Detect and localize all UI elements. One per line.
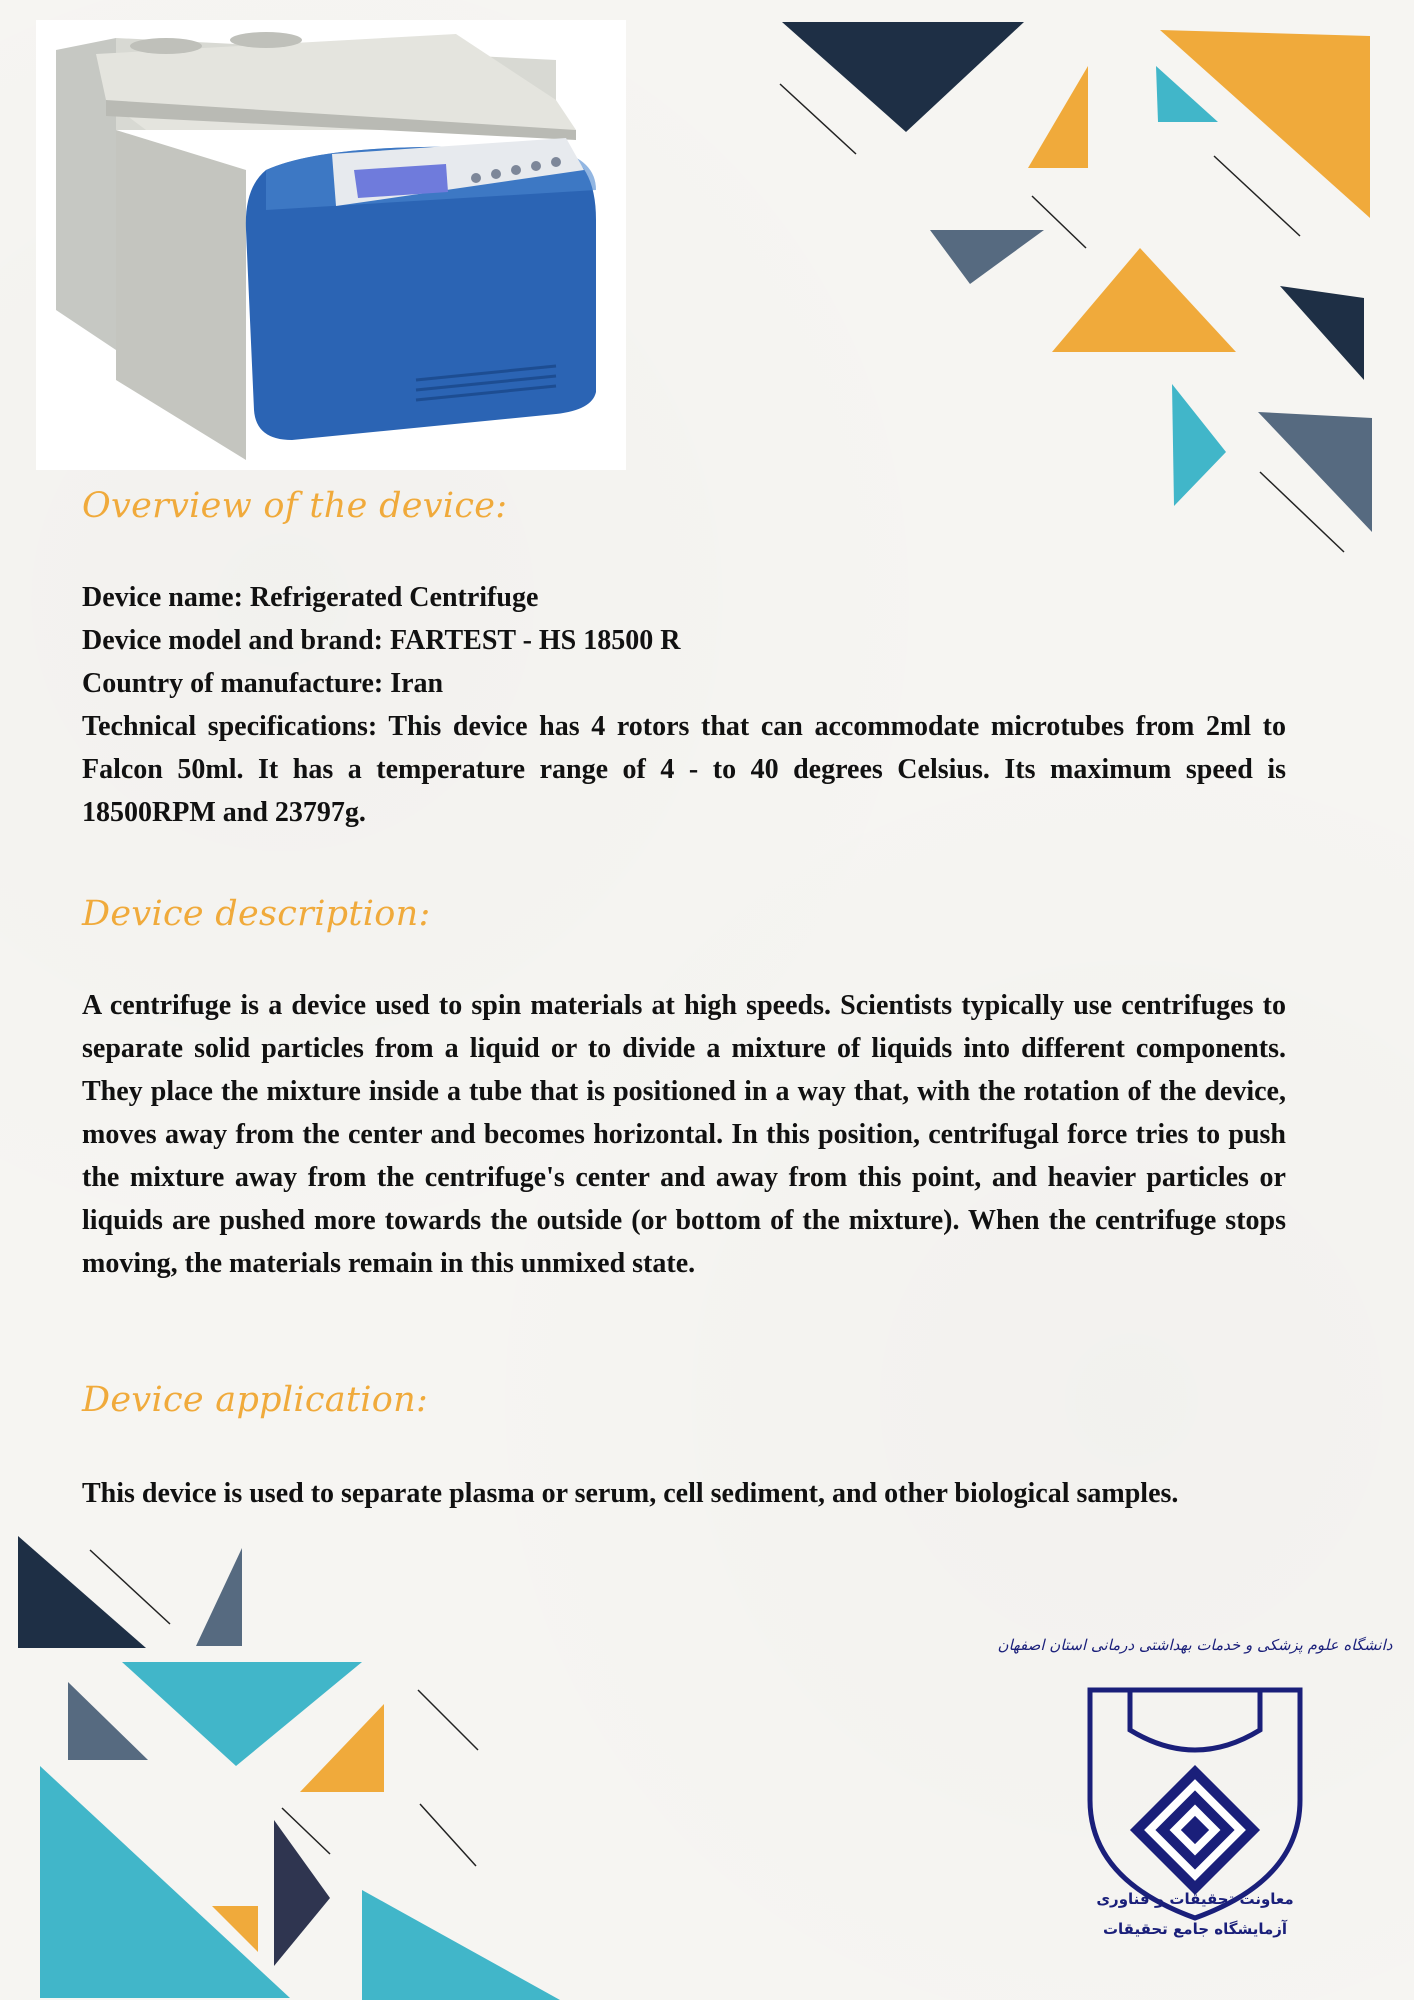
decorative-triangles-top-shapes (760, 0, 1414, 580)
application-paragraph: This device is used to separate plasma or serum, cell sediment, and other biological samples. (82, 1478, 1179, 1509)
description-block (82, 984, 1286, 1285)
country-line: Country of manufacture: Iran (82, 668, 444, 699)
description-paragraph: A centrifuge is a device used to spin materials at high speeds. Scientists typically use centrifuges to separate solid particles from a liquid or to divide a mixture of liquids into different components. They place the mixture inside a tube that is positioned in a way that, with the rotation of the device, moves away from the center and becomes horizontal. In this position, centrifugal force tries to push the mixture away from the centrifuge's center and away from this point, and heavier particles or liquids are pushed more towards the outside (or bottom of the mixture). When the centrifuge stops moving, the materials remain in this unmixed state. (82, 990, 1286, 1279)
model-brand-line: Device model and brand: FARTEST - HS 18500 R (82, 625, 681, 656)
application-heading: Device application: (82, 1380, 429, 1420)
overview-heading: Overview of the device: (82, 486, 508, 526)
description-heading: Device description: (82, 894, 431, 934)
logo-arc-text: دانشگاه علوم پزشکی و خدمات بهداشتی درمانی استان اصفهان (997, 1636, 1393, 1654)
decorative-triangles-bottom (0, 1520, 580, 2000)
logo-caption-research: معاونت تحقیقات و فناوری (1096, 1890, 1294, 1908)
technical-specs-paragraph: Technical specifications: This device has 4 rotors that can accommodate microtubes from 2ml to Falcon 50ml. It has a temperature range of 4 - to 40 degrees Celsius. Its maximum speed is 18500RPM and 23797g. (82, 711, 1286, 828)
device-name-line: Device name: Refrigerated Centrifuge (82, 582, 539, 613)
application-block (82, 1472, 1286, 1515)
overview-block (82, 576, 1286, 834)
logo-caption-laboratory: آزمایشگاه جامع تحقیقات (1102, 1920, 1288, 1938)
centrifuge-device-image (36, 20, 626, 470)
